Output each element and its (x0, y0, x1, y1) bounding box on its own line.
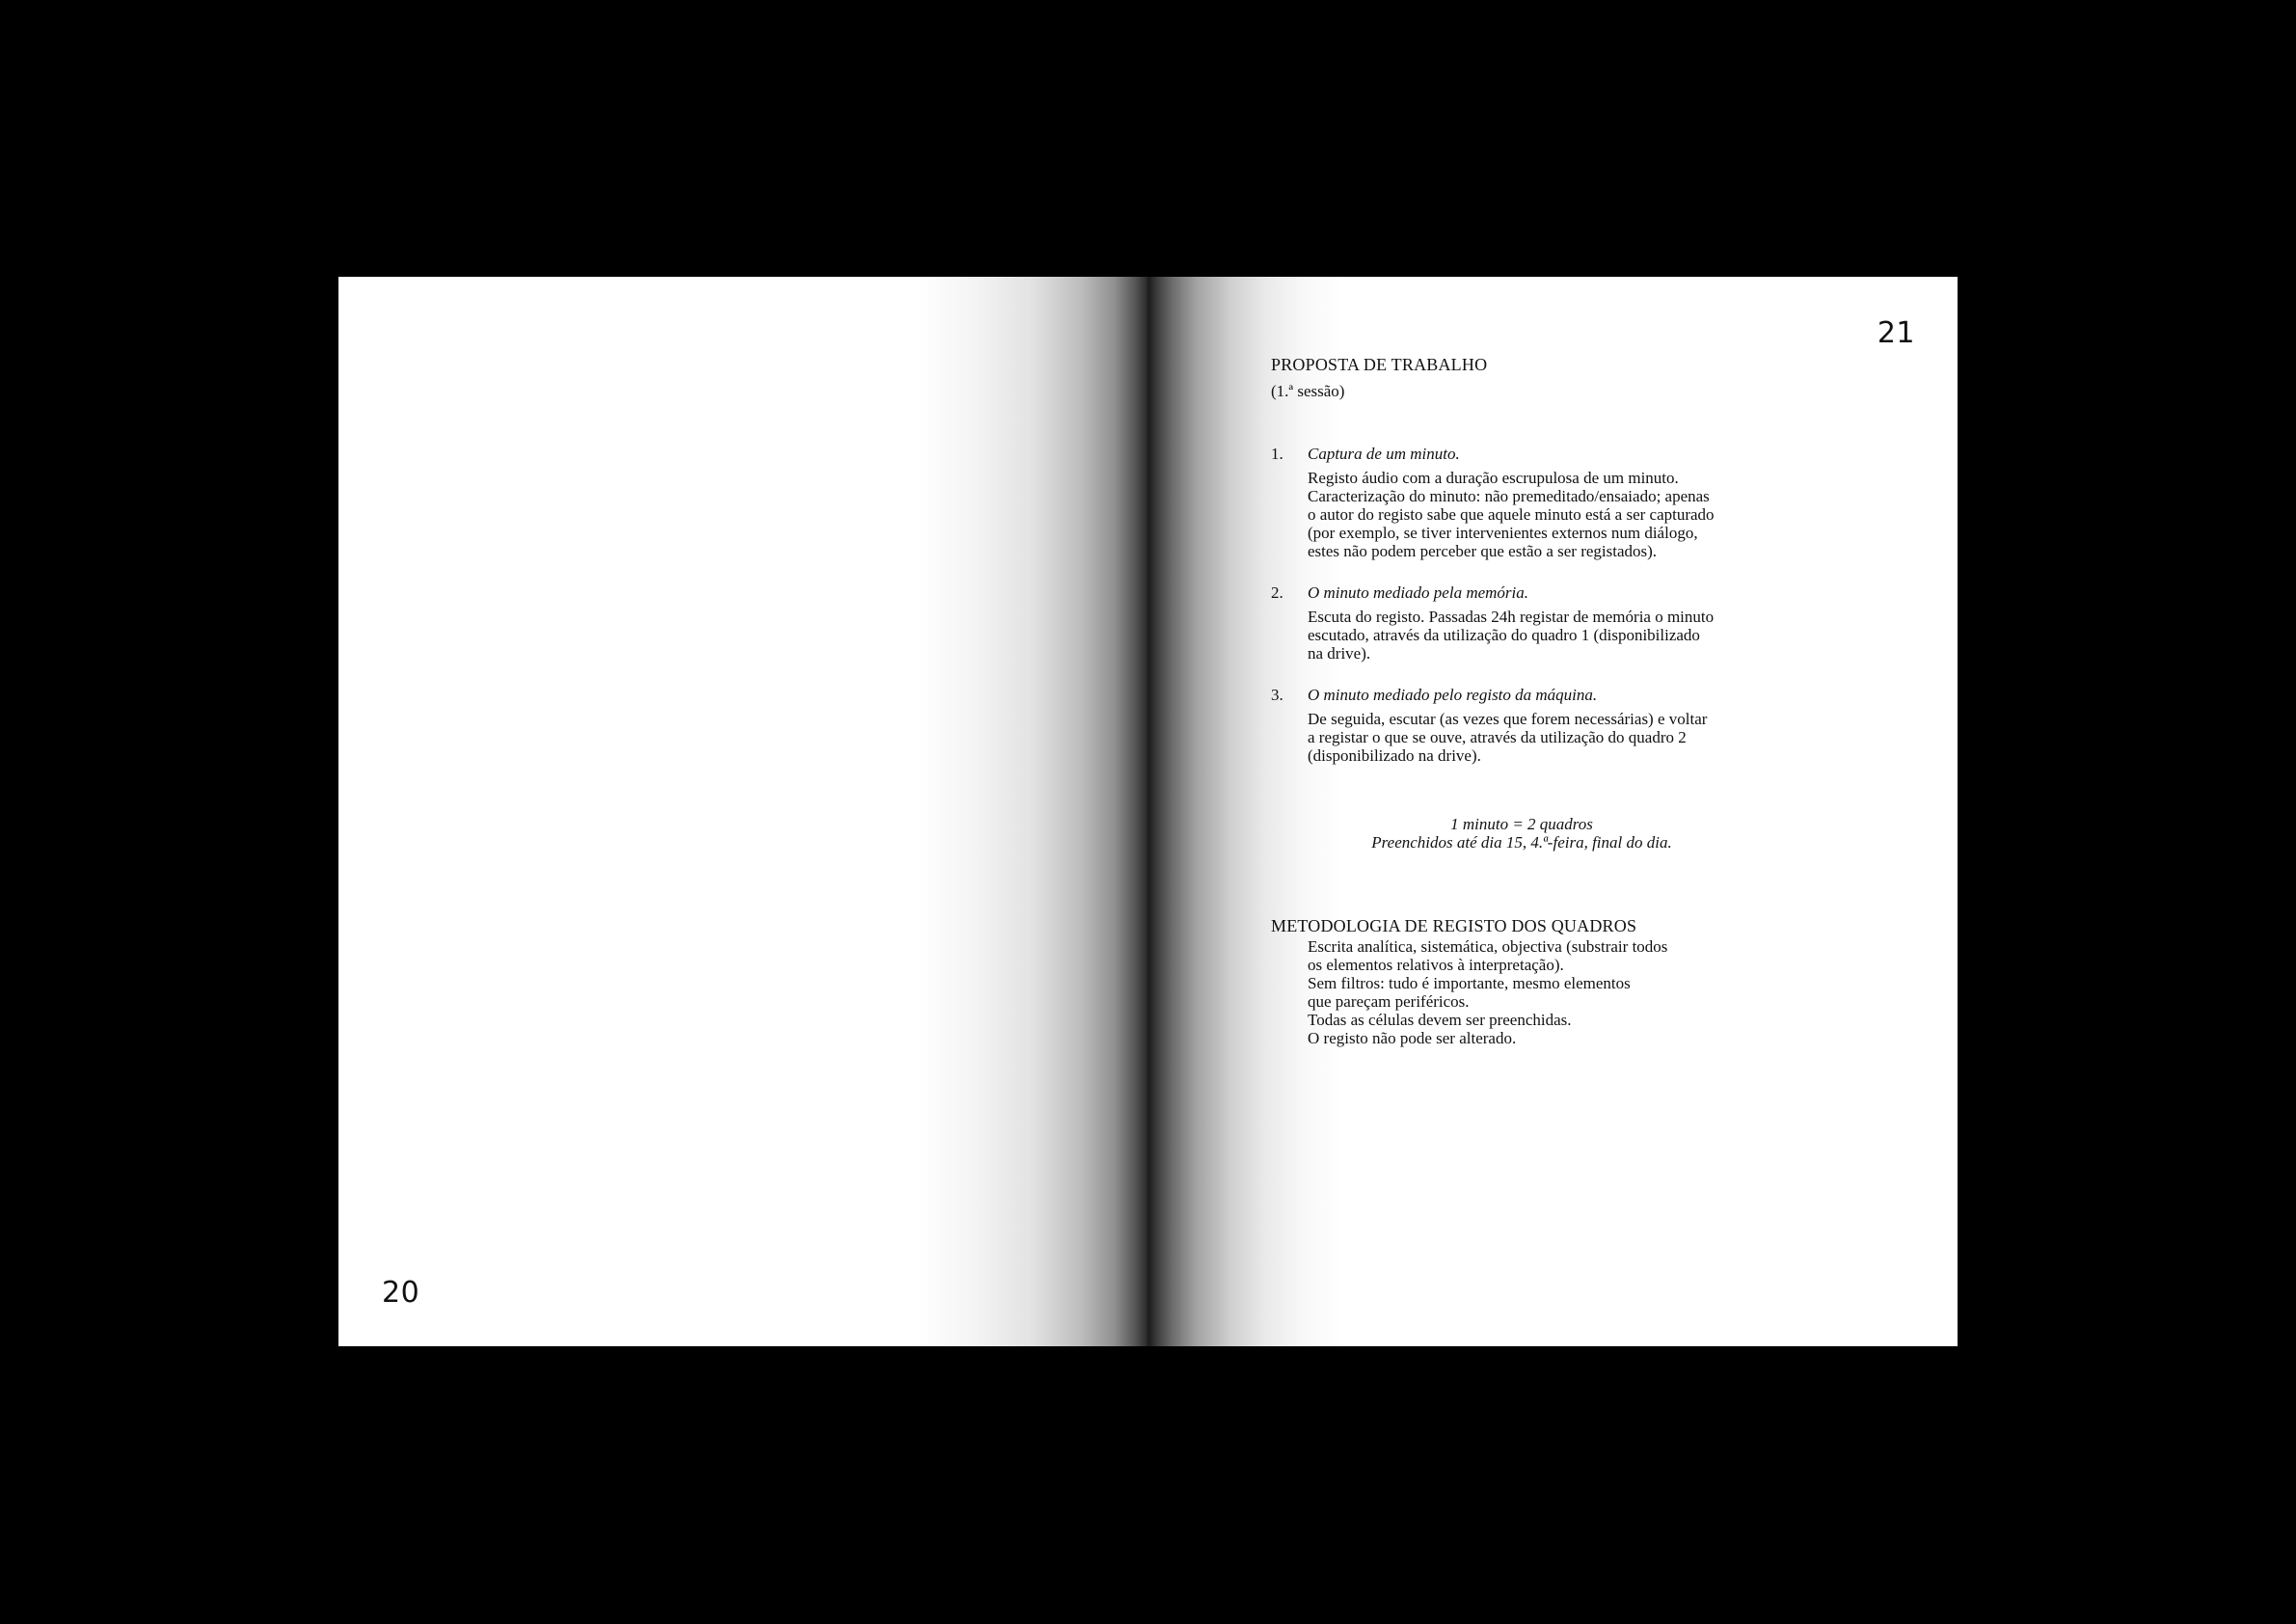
list-item-line: Escuta do registo. Passadas 24h registar de memória o minuto (1308, 608, 1715, 626)
list-item (1271, 686, 1772, 765)
formula-note (1271, 815, 1772, 852)
list-item-body (1308, 445, 1772, 560)
formula-line: 1 minuto = 2 quadros (1450, 815, 1593, 833)
list-item-title: O minuto mediado pelo registo da máquina. (1308, 686, 1598, 704)
methodology-line: Todas as células devem ser preenchidas. (1308, 1011, 1572, 1029)
section-heading: PROPOSTA DE TRABALHO (1271, 355, 1488, 374)
methodology-line: O registo não pode ser alterado. (1308, 1029, 1517, 1047)
numbered-list (1271, 445, 1772, 765)
list-item-line: Caracterização do minuto: não premeditado/ensaiado; apenas (1308, 487, 1710, 505)
list-item (1271, 583, 1772, 663)
section-subheading: (1.ª sessão) (1271, 382, 1345, 400)
list-item-body (1308, 686, 1772, 765)
right-page (1148, 277, 1958, 1346)
list-item-line: Registo áudio com a duração escrupulosa de um minuto. (1308, 469, 1679, 487)
list-item-line: (por exemplo, se tiver intervenientes externos num diálogo, (1308, 524, 1698, 542)
list-item-line: estes não podem perceber que estão a ser registados). (1308, 542, 1658, 560)
left-page (338, 277, 1148, 1346)
methodology-text (1271, 937, 1772, 1047)
book-spread (338, 277, 1958, 1346)
methodology-section (1271, 917, 1772, 1047)
list-item-number: 3. (1271, 686, 1283, 704)
list-item-title: O minuto mediado pela memória. (1308, 583, 1529, 602)
list-item-line: De seguida, escutar (as vezes que forem necessárias) e voltar (1308, 710, 1708, 728)
page-number-left: 20 (382, 1276, 420, 1310)
methodology-line: Escrita analítica, sistemática, objectiva (substrair todos (1308, 937, 1668, 956)
list-item-number: 2. (1271, 583, 1283, 602)
list-item-line: escutado, através da utilização do quadro 1 (disponibilizado (1308, 626, 1700, 644)
list-item-title: Captura de um minuto. (1308, 445, 1460, 463)
methodology-line: que pareçam periféricos. (1308, 992, 1470, 1011)
list-item-line: a registar o que se ouve, através da utilização do quadro 2 (1308, 728, 1687, 746)
list-item-number: 1. (1271, 445, 1283, 463)
list-item (1271, 445, 1772, 560)
methodology-heading: METODOLOGIA DE REGISTO DOS QUADROS (1271, 916, 1637, 935)
list-item-line: (disponibilizado na drive). (1308, 746, 1481, 765)
list-item-body (1308, 583, 1772, 663)
methodology-line: Sem filtros: tudo é importante, mesmo elementos (1308, 974, 1631, 992)
list-item-line: na drive). (1308, 644, 1371, 663)
deadline-line: Preenchidos até dia 15, 4.ª-feira, final do dia. (1371, 833, 1672, 852)
methodology-line: os elementos relativos à interpretação). (1308, 956, 1564, 974)
page-number-right: 21 (1877, 316, 1915, 350)
list-item-line: o autor do registo sabe que aquele minuto está a ser capturado (1308, 505, 1715, 524)
page-content (1271, 356, 1772, 1047)
